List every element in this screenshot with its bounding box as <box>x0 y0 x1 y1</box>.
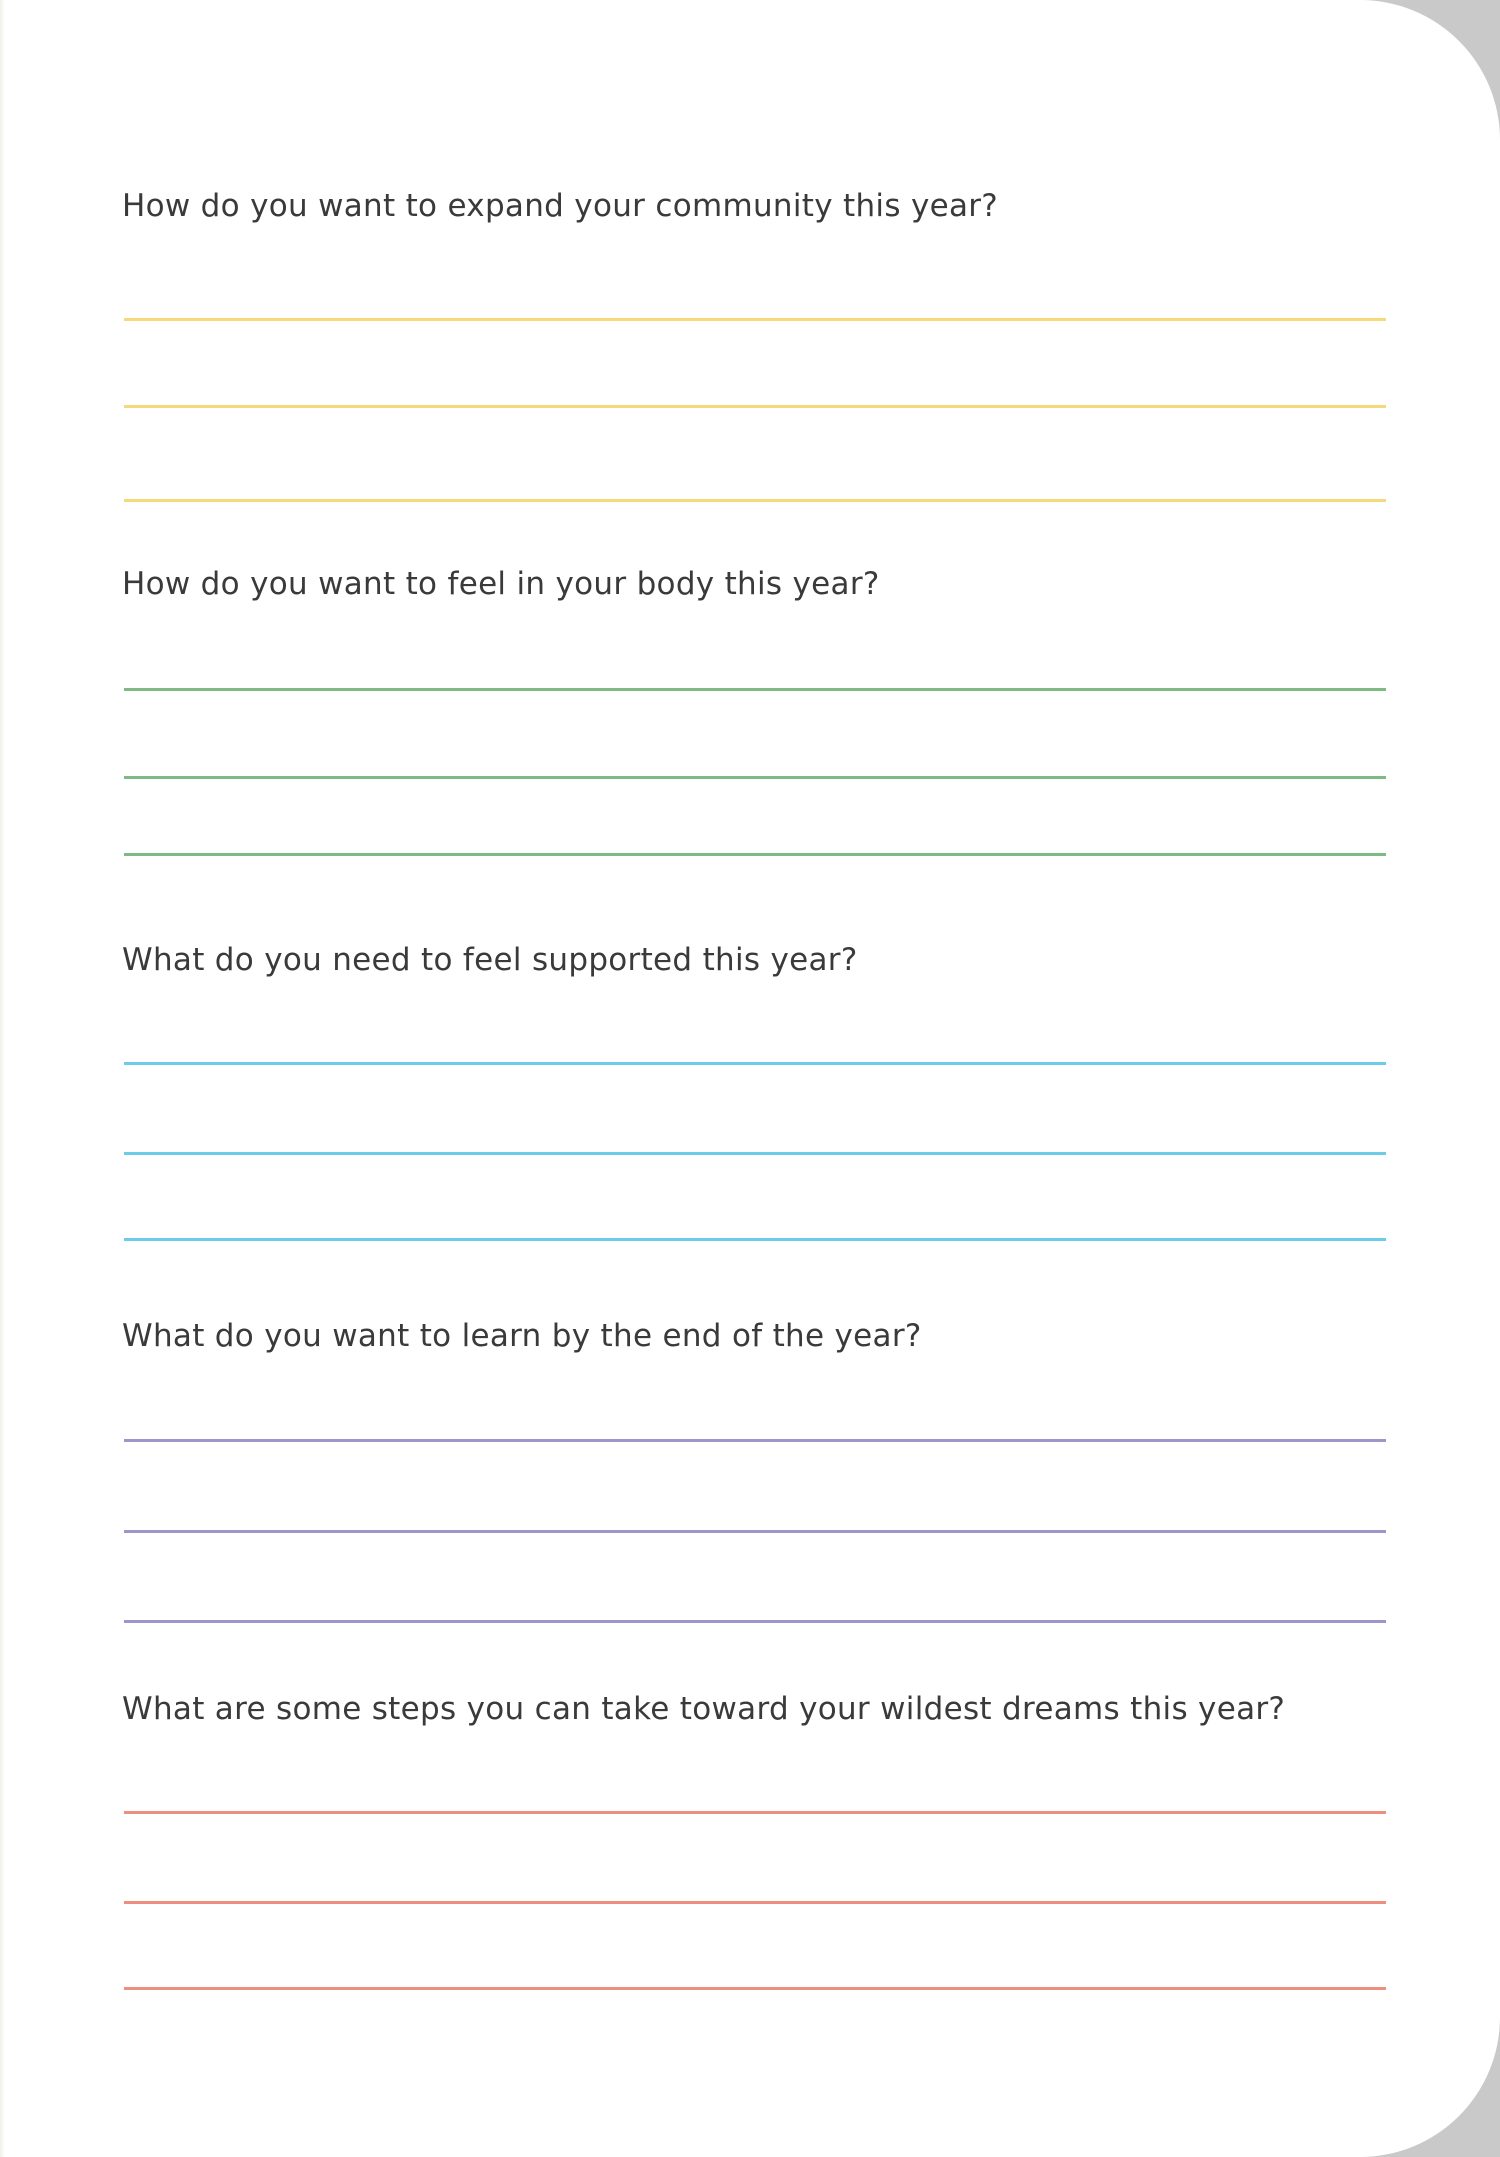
answer-line-dreams-3[interactable] <box>124 1987 1386 1990</box>
answer-line-community-1[interactable] <box>124 318 1386 321</box>
answer-line-support-1[interactable] <box>124 1062 1386 1065</box>
page-edge <box>0 0 5 2157</box>
answer-line-learn-1[interactable] <box>124 1439 1386 1442</box>
question-body: How do you want to feel in your body this year? <box>122 566 880 602</box>
question-community: How do you want to expand your community this year? <box>122 188 999 224</box>
answer-line-body-3[interactable] <box>124 853 1386 856</box>
answer-line-dreams-1[interactable] <box>124 1811 1386 1814</box>
answer-line-support-2[interactable] <box>124 1152 1386 1155</box>
question-learn: What do you want to learn by the end of the year? <box>122 1318 922 1354</box>
answer-line-community-2[interactable] <box>124 405 1386 408</box>
question-dreams: What are some steps you can take toward your wildest dreams this year? <box>122 1691 1286 1727</box>
answer-line-community-3[interactable] <box>124 499 1386 502</box>
answer-line-support-3[interactable] <box>124 1238 1386 1241</box>
answer-line-learn-2[interactable] <box>124 1530 1386 1533</box>
answer-line-body-2[interactable] <box>124 776 1386 779</box>
answer-line-dreams-2[interactable] <box>124 1901 1386 1904</box>
answer-line-learn-3[interactable] <box>124 1620 1386 1623</box>
answer-line-body-1[interactable] <box>124 688 1386 691</box>
question-support: What do you need to feel supported this year? <box>122 942 858 978</box>
